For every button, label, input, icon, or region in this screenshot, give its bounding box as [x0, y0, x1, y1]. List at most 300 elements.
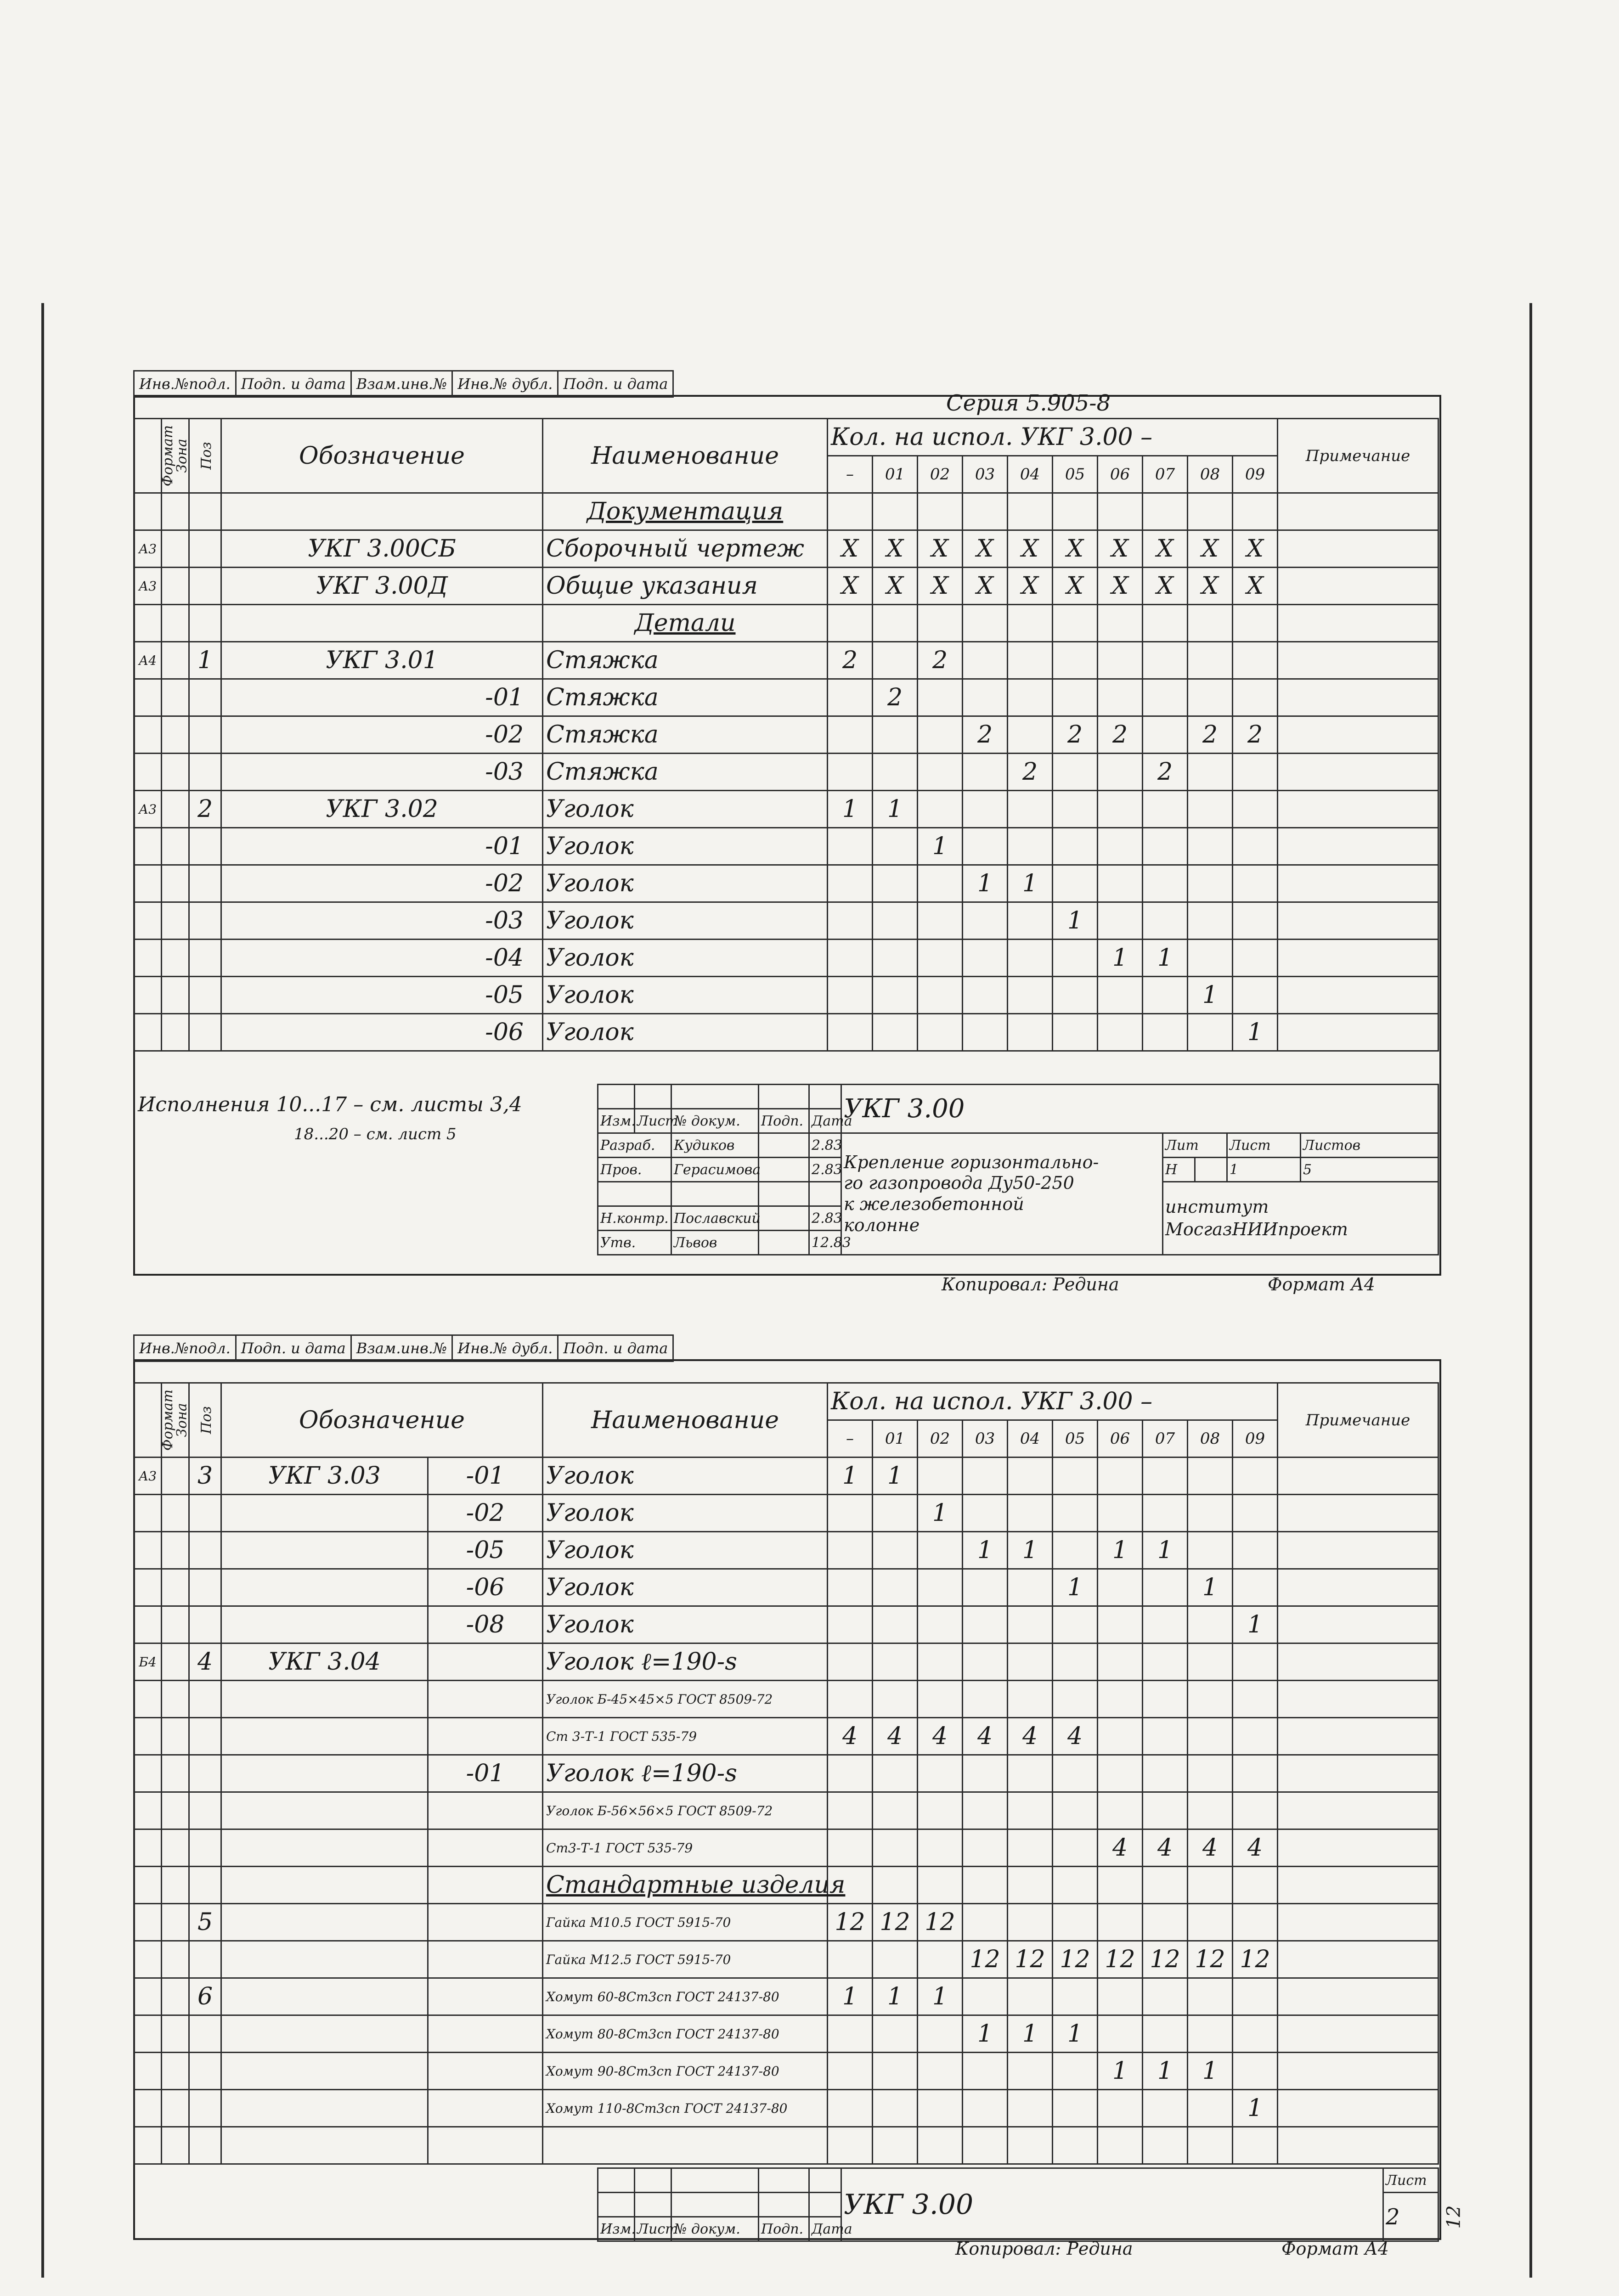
cell-qty: [1188, 2090, 1233, 2127]
cell-note: [1278, 1792, 1438, 1829]
cell-qty: [1008, 2127, 1053, 2164]
strip-cell: Инв.№ дубл.: [452, 371, 558, 397]
cell-qty: [1188, 493, 1233, 530]
org-line: институт: [1165, 1196, 1269, 1217]
cell-qty: X: [963, 568, 1008, 605]
cell-qty: [963, 2090, 1008, 2127]
col-note: Примечание: [1278, 1383, 1438, 1458]
cell-qty: [873, 2053, 918, 2090]
cell-name-text: Стяжка: [546, 721, 659, 748]
variant-header: –: [828, 456, 873, 493]
cell-subdesignation: [428, 2090, 543, 2127]
desc-line: колонне: [844, 1215, 920, 1235]
cell-format: [134, 1904, 162, 1941]
cell-qty: [918, 1755, 963, 1792]
cell-qty: 4: [828, 1718, 873, 1755]
cell-designation: [221, 1978, 428, 2015]
cell-name-text: Уголок: [546, 1574, 634, 1601]
cell-qty: X: [1233, 568, 1278, 605]
cell-name-text: Уголок: [546, 1462, 634, 1490]
strip-cell: Подп. и дата: [558, 1335, 673, 1362]
cell-qty: [873, 1643, 918, 1681]
table-row: [134, 605, 1438, 642]
cell-note: [1278, 605, 1438, 642]
cell-format: [134, 1941, 162, 1978]
role-label: Лист: [635, 1109, 671, 1133]
cell-format: [134, 865, 162, 902]
cell-qty: 4: [1188, 1829, 1233, 1867]
cell-qty: [1233, 1643, 1278, 1681]
cell-qty: [963, 1569, 1008, 1606]
cell-qty: [1188, 1532, 1233, 1569]
table-row: [134, 940, 1438, 977]
cell-format: [134, 1681, 162, 1718]
cell-name: [543, 977, 828, 1014]
cell-qty: [918, 902, 963, 940]
cell-name: [543, 1681, 828, 1718]
cell-zone: [162, 2090, 189, 2127]
cell-qty: 12: [828, 1904, 873, 1941]
cell-zone: [162, 1904, 189, 1941]
cell-qty: [963, 1904, 1008, 1941]
cell-qty: [918, 679, 963, 716]
cell-zone: [162, 493, 189, 530]
cell-qty: [1143, 716, 1188, 754]
cell-format: [134, 1755, 162, 1792]
cell-qty: [1008, 2053, 1053, 2090]
cell-qty: [1008, 1792, 1053, 1829]
cell-qty: [1233, 2015, 1278, 2053]
variant-header: 04: [1008, 456, 1053, 493]
organization: [1163, 1182, 1438, 1255]
cell-note: [1278, 1606, 1438, 1643]
role-label: Подп.: [759, 2217, 809, 2241]
cell-qty: [1053, 1458, 1098, 1495]
cell-pos: 5: [189, 1904, 221, 1941]
strip-cell: Подп. и дата: [558, 371, 673, 397]
cell-subdesignation: [428, 1643, 543, 1681]
cell-zone: [162, 940, 189, 977]
cell-zone: [162, 2127, 189, 2164]
table-row: [134, 1643, 1438, 1681]
variant-header: 03: [963, 456, 1008, 493]
table-row: [134, 1458, 1438, 1495]
cell-qty: [828, 902, 873, 940]
table-row: [134, 1829, 1438, 1867]
cell-note: [1278, 1904, 1438, 1941]
cell-designation: [221, 1941, 428, 1978]
cell-note: [1278, 642, 1438, 679]
cell-note: [1278, 1643, 1438, 1681]
cell-note: [1278, 1014, 1438, 1051]
cell-name-text: Стяжка: [546, 758, 659, 786]
cell-pos: [189, 2015, 221, 2053]
cell-qty: [1008, 642, 1053, 679]
cell-qty: [1143, 1792, 1188, 1829]
cell-note: [1278, 828, 1438, 865]
cell-name-text: Стяжка: [546, 684, 659, 711]
col-format: Формат: [134, 1383, 162, 1458]
cell-qty: [1098, 902, 1143, 940]
cell-qty: [1233, 902, 1278, 940]
cell-qty: [963, 754, 1008, 791]
table-row: [134, 493, 1438, 530]
cell-name-text: Уголок Б-56×56×5 ГОСТ 8509-72: [546, 1803, 773, 1818]
cell-zone: [162, 754, 189, 791]
cell-designation: [221, 1569, 428, 1606]
cell-name: [543, 1904, 828, 1941]
cell-qty: [1008, 1755, 1053, 1792]
cell-qty: 2: [918, 642, 963, 679]
cell-format: [134, 1014, 162, 1051]
cell-subdesignation: -01: [428, 1458, 543, 1495]
cell-qty: 1: [1143, 1532, 1188, 1569]
cell-qty: 2: [873, 679, 918, 716]
cell-qty: [1053, 1495, 1098, 1532]
cell-qty: 12: [1098, 1941, 1143, 1978]
cell-qty: [1053, 1755, 1098, 1792]
cell-name: [543, 679, 828, 716]
cell-qty: [918, 1792, 963, 1829]
variant-header: 01: [873, 456, 918, 493]
cell-qty: 1: [918, 828, 963, 865]
cell-qty: 2: [1188, 716, 1233, 754]
cell-qty: [1008, 1458, 1053, 1495]
cell-qty: [1098, 605, 1143, 642]
cell-qty: 1: [1053, 902, 1098, 940]
series-label: Серия 5.905-8: [946, 390, 1111, 416]
cell-name-text: Уголок: [546, 1019, 634, 1046]
cell-pos: [189, 940, 221, 977]
col-pos: Поз: [189, 1383, 221, 1458]
cell-qty: [963, 1829, 1008, 1867]
cell-zone: [162, 1755, 189, 1792]
cell-pos: [189, 2053, 221, 2090]
cell-name: [543, 1495, 828, 1532]
cell-pos: [189, 493, 221, 530]
cell-subdesignation: [428, 1829, 543, 1867]
cell-qty: [1008, 791, 1053, 828]
cell-qty: 1: [1143, 940, 1188, 977]
strip-cell: Инв.№подл.: [134, 371, 236, 397]
cell-qty: [873, 716, 918, 754]
cell-note: [1278, 1681, 1438, 1718]
cell-qty: 1: [828, 791, 873, 828]
table-row: [134, 1606, 1438, 1643]
cell-qty: [1188, 1792, 1233, 1829]
cell-qty: [918, 977, 963, 1014]
cell-qty: [963, 1867, 1008, 1904]
cell-qty: [873, 754, 918, 791]
cell-qty: 1: [1098, 2053, 1143, 2090]
left-margin-rail: [41, 303, 44, 2278]
cell-zone: [162, 679, 189, 716]
cell-qty: 1: [1008, 1532, 1053, 1569]
cell-designation: УКГ 3.03: [221, 1458, 428, 1495]
cell-qty: [828, 2090, 873, 2127]
cell-qty: X: [828, 568, 873, 605]
cell-qty: [963, 2127, 1008, 2164]
cell-name: [543, 828, 828, 865]
cell-name: [543, 1792, 828, 1829]
cell-zone: [162, 1829, 189, 1867]
sheet-2-list-label: Лист: [1383, 2168, 1438, 2193]
cell-qty: [1188, 902, 1233, 940]
cell-qty: 4: [1233, 1829, 1278, 1867]
cell-qty: [1008, 1569, 1053, 1606]
cell-pos: [189, 1829, 221, 1867]
cell-qty: [1008, 902, 1053, 940]
cell-name: [543, 2053, 828, 2090]
list-label: Лист: [1227, 1133, 1301, 1158]
cell-qty: [963, 1681, 1008, 1718]
cell-qty: [828, 977, 873, 1014]
cell-qty: [828, 1755, 873, 1792]
cell-designation: -01: [221, 679, 543, 716]
cell-qty: [918, 2015, 963, 2053]
cell-pos: [189, 1867, 221, 1904]
cell-subdesignation: [428, 1867, 543, 1904]
cell-qty: 4: [873, 1718, 918, 1755]
variant-header: 01: [873, 1420, 918, 1458]
cell-name-text: Уголок: [546, 907, 634, 934]
cell-note: [1278, 1978, 1438, 2015]
variant-header: 07: [1143, 456, 1188, 493]
cell-zone: [162, 791, 189, 828]
cell-qty: [1053, 1867, 1098, 1904]
cell-qty: 1: [963, 865, 1008, 902]
cell-qty: [1053, 605, 1098, 642]
cell-zone: [162, 1792, 189, 1829]
cell-format: [134, 754, 162, 791]
cell-qty: [828, 716, 873, 754]
person-date: 12.83: [809, 1231, 841, 1255]
cell-designation: УКГ 3.04: [221, 1643, 428, 1681]
cell-subdesignation: [428, 2015, 543, 2053]
cell-pos: 2: [189, 791, 221, 828]
cell-designation: УКГ 3.02: [221, 791, 543, 828]
cell-pos: [189, 1569, 221, 1606]
cell-zone: [162, 2053, 189, 2090]
cell-qty: [963, 791, 1008, 828]
cell-qty: 1: [1233, 1014, 1278, 1051]
cell-qty: 1: [1143, 2053, 1188, 2090]
cell-name-text: Уголок: [546, 1611, 634, 1638]
cell-qty: [1008, 940, 1053, 977]
cell-qty: [828, 1606, 873, 1643]
cell-note: [1278, 1532, 1438, 1569]
cell-qty: [828, 1792, 873, 1829]
cell-qty: X: [828, 530, 873, 568]
cell-qty: [1098, 1978, 1143, 2015]
cell-qty: [873, 1495, 918, 1532]
cell-qty: [1143, 1718, 1188, 1755]
cell-qty: [1233, 977, 1278, 1014]
cell-qty: [1233, 642, 1278, 679]
cell-qty: [963, 1606, 1008, 1643]
cell-pos: [189, 1755, 221, 1792]
lit-label: Лит: [1163, 1133, 1227, 1158]
cell-qty: [1188, 791, 1233, 828]
cell-qty: [873, 642, 918, 679]
cell-qty: [1188, 940, 1233, 977]
cell-subdesignation: [428, 1978, 543, 2015]
cell-name: [543, 642, 828, 679]
cell-format: [134, 2127, 162, 2164]
cell-qty: [873, 940, 918, 977]
cell-qty: [828, 679, 873, 716]
cell-pos: 6: [189, 1978, 221, 2015]
cell-qty: [1143, 1904, 1188, 1941]
variant-header: 08: [1188, 456, 1233, 493]
cell-qty: [1008, 716, 1053, 754]
strip-cell: Взам.инв.№: [351, 1335, 452, 1362]
cell-qty: [1053, 940, 1098, 977]
col-format: Формат: [134, 419, 162, 493]
cell-qty: [828, 1829, 873, 1867]
cell-qty: X: [873, 530, 918, 568]
cell-designation: [221, 1867, 428, 1904]
cell-name: [543, 568, 828, 605]
cell-qty: [1098, 1569, 1143, 1606]
cell-designation: [221, 2090, 428, 2127]
cell-qty: [828, 2127, 873, 2164]
cell-name-text: Стандартные изделия: [546, 1871, 846, 1899]
strip-cell: Подп. и дата: [236, 371, 351, 397]
table-row: [134, 1792, 1438, 1829]
cell-qty: [873, 1014, 918, 1051]
person-name: Герасимова: [671, 1158, 759, 1182]
col-zone: Зона: [162, 419, 189, 493]
cell-designation: УКГ 3.00Д: [221, 568, 543, 605]
variant-header: 09: [1233, 1420, 1278, 1458]
person-name: Львов: [671, 1231, 759, 1255]
cell-qty: [1008, 1681, 1053, 1718]
role-label: Дата: [809, 1109, 841, 1133]
cell-zone: [162, 1867, 189, 1904]
table-row: [134, 642, 1438, 679]
cell-designation: -04: [221, 940, 543, 977]
cell-qty: X: [1188, 530, 1233, 568]
cell-qty: [1098, 1867, 1143, 1904]
cell-qty: X: [1053, 530, 1098, 568]
person-sign: [759, 1133, 809, 1158]
cell-designation: -02: [221, 716, 543, 754]
cell-qty: [1143, 902, 1188, 940]
cell-qty: [1098, 828, 1143, 865]
cell-designation: [221, 1755, 428, 1792]
cell-qty: [963, 828, 1008, 865]
cell-qty: [873, 493, 918, 530]
cell-qty: X: [873, 568, 918, 605]
cell-qty: 1: [1008, 2015, 1053, 2053]
cell-name-text: Уголок: [546, 870, 634, 897]
cell-note: [1278, 1569, 1438, 1606]
cell-qty: 2: [1143, 754, 1188, 791]
cell-zone: [162, 716, 189, 754]
cell-qty: [1188, 642, 1233, 679]
cell-qty: 1: [918, 1495, 963, 1532]
cell-qty: [1188, 679, 1233, 716]
cell-qty: [1143, 1458, 1188, 1495]
cell-qty: [1098, 1643, 1143, 1681]
cell-qty: [918, 1643, 963, 1681]
cell-name: [543, 940, 828, 977]
cell-qty: [918, 1681, 963, 1718]
cell-name-text: Хомут 60-8Ст3сп ГОСТ 24137-80: [546, 1989, 779, 2004]
cell-qty: [1053, 1904, 1098, 1941]
cell-note: [1278, 1867, 1438, 1904]
cell-qty: [1233, 2053, 1278, 2090]
cell-name: [543, 493, 828, 530]
table-row: [134, 1681, 1438, 1718]
cell-zone: [162, 1458, 189, 1495]
format-label-1: Формат А4: [1268, 1274, 1375, 1294]
cell-qty: [1188, 1495, 1233, 1532]
cell-format: [134, 2053, 162, 2090]
cell-subdesignation: [428, 1904, 543, 1941]
cell-qty: [873, 1569, 918, 1606]
cell-name: [543, 1643, 828, 1681]
cell-qty: [873, 902, 918, 940]
cell-note: [1278, 530, 1438, 568]
cell-qty: [1143, 605, 1188, 642]
cell-qty: 1: [1098, 940, 1143, 977]
person-role: Утв.: [598, 1231, 671, 1255]
cell-qty: [1008, 493, 1053, 530]
cell-qty: 1: [963, 2015, 1008, 2053]
cell-qty: [1143, 977, 1188, 1014]
cell-name: [543, 1569, 828, 1606]
cell-qty: 1: [828, 1458, 873, 1495]
table-row: [134, 1867, 1438, 1904]
cell-qty: [1098, 1755, 1143, 1792]
cell-designation: [221, 2053, 428, 2090]
cell-qty: [1233, 1718, 1278, 1755]
cell-qty: [918, 2127, 963, 2164]
person-date: 2.83: [809, 1158, 841, 1182]
cell-qty: 1: [1008, 865, 1053, 902]
cell-qty: 1: [1233, 1606, 1278, 1643]
cell-qty: [1188, 1867, 1233, 1904]
cell-name: [543, 1014, 828, 1051]
cell-format: [134, 1606, 162, 1643]
cell-format: [134, 1495, 162, 1532]
cell-qty: X: [1143, 530, 1188, 568]
role-label: Изм.: [598, 1109, 635, 1133]
table-row: [134, 977, 1438, 1014]
variant-header: 06: [1098, 456, 1143, 493]
cell-format: [134, 1718, 162, 1755]
cell-qty: [918, 2053, 963, 2090]
cell-subdesignation: -06: [428, 1569, 543, 1606]
cell-designation: -01: [221, 828, 543, 865]
table-row: [134, 1569, 1438, 1606]
cell-qty: [963, 642, 1008, 679]
cell-qty: [1188, 1904, 1233, 1941]
cell-note: [1278, 1829, 1438, 1867]
variant-header: 02: [918, 1420, 963, 1458]
cell-name-text: Ст 3-Т-1 ГОСТ 535-79: [546, 1728, 697, 1744]
cell-format: [134, 1532, 162, 1569]
cell-note: [1278, 2127, 1438, 2164]
variant-header: 02: [918, 456, 963, 493]
cell-qty: [963, 1014, 1008, 1051]
cell-note: [1278, 1718, 1438, 1755]
cell-note: [1278, 679, 1438, 716]
cell-name: [543, 716, 828, 754]
sheet-1-title-block: [597, 1084, 1439, 1255]
